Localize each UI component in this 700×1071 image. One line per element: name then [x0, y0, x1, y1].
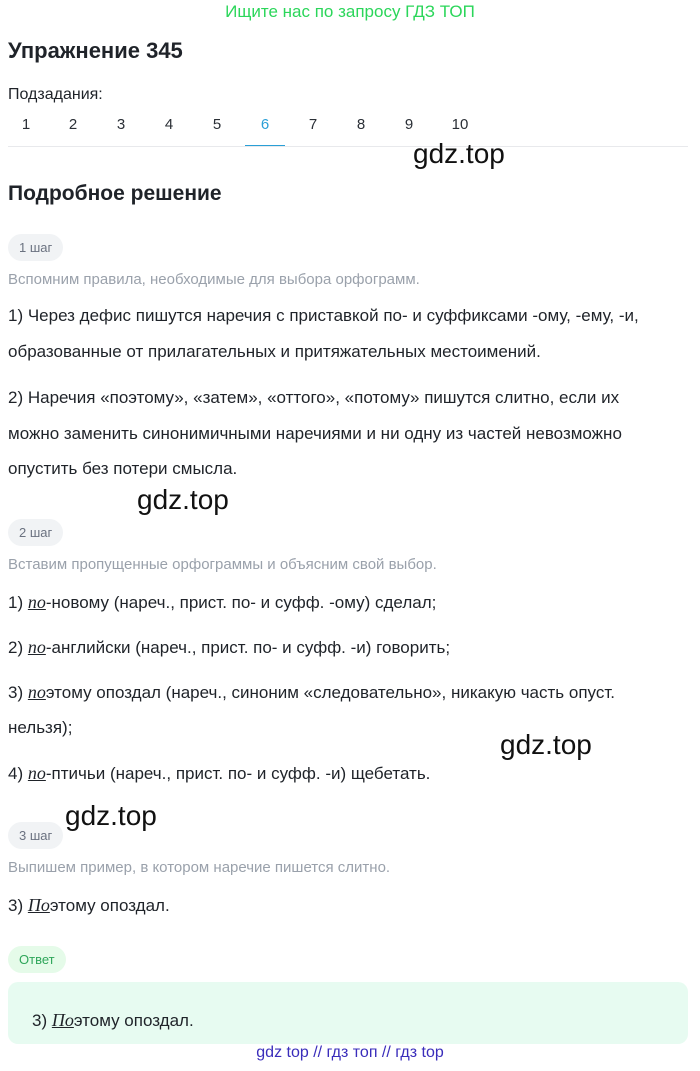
example-number: 2) [8, 638, 24, 657]
rule-1-line-1: 1) Через дефис пишутся наречия с приставкой по- и суффиксами -ому, -ему, -и, [8, 306, 639, 325]
watermark: gdz.top [500, 729, 592, 760]
example-text: этому опоздал (нареч., синоним «следовательно», никакую часть опуст. [45, 683, 615, 702]
subtask-tab-10[interactable]: 10 [451, 116, 469, 133]
subtask-tabs [0, 108, 700, 148]
example-line [8, 674, 692, 711]
step-2-hint: Вставим пропущенные орфограммы и объясним свой выбор. [8, 556, 437, 573]
subtask-tab-7[interactable]: 7 [308, 116, 318, 133]
example-prefix: по [27, 763, 46, 783]
answer-prefix: По [51, 1010, 74, 1030]
example-prefix: по [27, 682, 46, 702]
example-text: -английски (нареч., прист. по- и суфф. -и) говорить; [45, 638, 451, 657]
step-2-badge: 2 шаг [8, 519, 63, 546]
step-1-badge: 1 шаг [8, 234, 63, 261]
example-prefix: По [27, 895, 50, 915]
example-line [8, 755, 692, 792]
example-number: 3) [8, 683, 24, 702]
subtask-tab-6[interactable]: 6 [245, 116, 285, 147]
example-prefix: по [27, 637, 46, 657]
promo-banner[interactable]: Ищите нас по запросу ГДЗ ТОП [225, 2, 475, 21]
example-number: 3) [8, 896, 24, 915]
watermark: gdz.top [413, 138, 505, 169]
example-text: -новому (нареч., прист. по- и суфф. -ому) сделал; [45, 593, 437, 612]
answer-badge: Ответ [8, 946, 66, 973]
step-3-hint: Выпишем пример, в котором наречие пишется слитно. [8, 859, 391, 876]
example-line-continued: нельзя); [8, 718, 73, 737]
rule-2-line-2: можно заменить синонимичными наречиями и ни одну из частей невозможно [8, 424, 622, 443]
subtask-tab-4[interactable]: 4 [164, 116, 174, 133]
rule-2-line-3: опустить без потери смысла. [8, 459, 238, 478]
step-3-badge: 3 шаг [8, 822, 63, 849]
subtask-tab-3[interactable]: 3 [116, 116, 126, 133]
subtask-tab-2[interactable]: 2 [68, 116, 78, 133]
subtask-tab-9[interactable]: 9 [404, 116, 414, 133]
example-line [8, 584, 692, 621]
example-text: -птичьи (нареч., прист. по- и суфф. -и) щебетать. [45, 764, 431, 783]
answer-number: 3) [32, 1011, 48, 1030]
example-text: этому опоздал. [49, 896, 170, 915]
answer-text [32, 1010, 194, 1031]
page-title: Упражнение 345 [8, 38, 183, 63]
subtask-tab-1[interactable]: 1 [21, 116, 31, 133]
footer-links[interactable]: gdz top // гдз топ // гдз top [256, 1044, 444, 1061]
solution-heading: Подробное решение [8, 182, 222, 205]
rule-2-line-1: 2) Наречия «поэтому», «затем», «оттого», «потому» пишутся слитно, если их [8, 388, 620, 407]
tabs-divider [8, 146, 688, 147]
subtasks-label: Подзадания: [8, 86, 103, 103]
subtask-tab-5[interactable]: 5 [212, 116, 222, 133]
subtask-tab-8[interactable]: 8 [356, 116, 366, 133]
step-3-example [8, 887, 692, 924]
answer-box [8, 982, 688, 1044]
example-line [8, 629, 692, 666]
rule-1-line-2: образованные от прилагательных и притяжательных местоимений. [8, 342, 541, 361]
example-number: 4) [8, 764, 24, 783]
step-1-hint: Вспомним правила, необходимые для выбора орфограмм. [8, 271, 420, 288]
example-prefix: по [27, 592, 46, 612]
answer-rest: этому опоздал. [73, 1011, 194, 1030]
watermark: gdz.top [137, 484, 229, 515]
watermark: gdz.top [65, 800, 157, 831]
example-number: 1) [8, 593, 24, 612]
